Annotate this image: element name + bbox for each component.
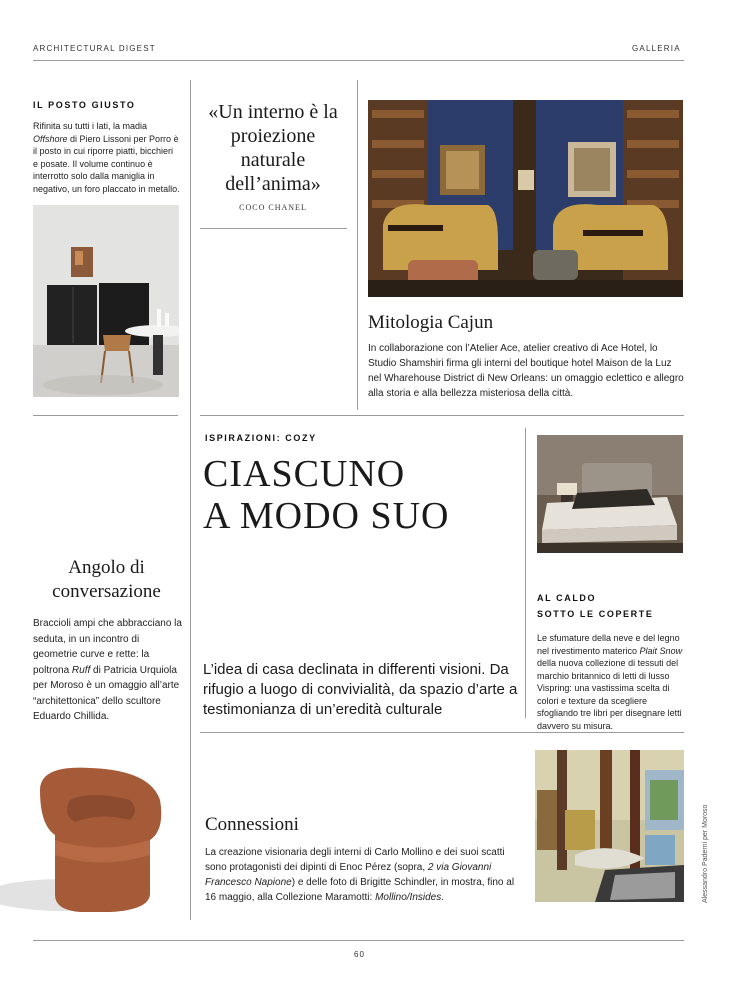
column-rule-left (190, 80, 191, 920)
footer-rule (33, 940, 684, 941)
feature-lead: L’idea di casa declinata in differenti visioni. Da rifugio a luogo di convivialità, da spazio d’arte a testimonianza di un’eredità culturale (203, 661, 518, 718)
caldo-kicker-line1: AL CALDO (537, 593, 597, 603)
rule-lower (200, 732, 684, 733)
painting-photo (535, 750, 684, 902)
page-number: 60 (354, 950, 365, 959)
angolo-title (33, 556, 180, 604)
armchair-photo (0, 760, 180, 920)
connessioni-body: La creazione visionaria degli interni di Carlo Mollino e dei suoi scatti sono protagonisti dei dipinti di Enoc Pérez (sopra, 2 via Giovanni Francesco Napione) e delle foto di Brigitte Schindler, in mostra, fino al 16 maggio, alla Collezione Maramotti: Mollino/Insides. (205, 847, 515, 903)
angolo-title-line1: Angolo di (68, 557, 145, 578)
caldo-kicker (537, 590, 653, 622)
feature-kicker: ISPIRAZIONI: COZY (205, 433, 317, 443)
quote-author: COCO CHANEL (239, 203, 307, 212)
rule-left-mid (33, 415, 178, 416)
caldo-body: Le sfumature della neve e del legno nel rivestimento materico Plait Snow della nuova collezione di tessuti del marchio britannico di letti di lusso Vispring: una vastissima scelta di colori e texture da scegliere sfogliando tre libri per disegnare letti davvero su misura. (537, 633, 683, 731)
bed-photo (537, 435, 683, 553)
running-head-right: GALLERIA (632, 44, 681, 53)
header-rule (33, 60, 684, 61)
caldo-kicker-line2: SOTTO LE COPERTE (537, 609, 654, 619)
angolo-title-line2: conversazione (52, 581, 161, 602)
posto-giusto-body: Rifinita su tutti i lati, la madia Offshore di Piero Lissoni per Porro è il posto in cui riporre piatti, bicchieri e posate. Il volume continuo è interrotto solo dalla maniglia in negativo, un foro placcato in metallo. (33, 121, 180, 194)
feature-title-line1: CIASCUNO (203, 453, 406, 495)
sideboard-photo (33, 205, 179, 397)
quote-text: «Un interno è la proiezione naturale dell’anima» (208, 101, 338, 195)
column-rule-right (525, 428, 526, 718)
photo-credit: Alessandro Paderni per Moroso (702, 804, 709, 903)
connessioni-title: Connessioni (205, 814, 299, 835)
hotel-interior-photo (368, 100, 683, 297)
feature-title-line2: A MODO SUO (203, 495, 450, 537)
posto-giusto-kicker: IL POSTO GIUSTO (33, 100, 136, 110)
mitologia-title: Mitologia Cajun (368, 312, 494, 333)
angolo-body: Braccioli ampi che abbracciano la seduta, in un incontro di geometrie curve e rette: la poltrona Ruff di Patricia Urquiola per Moroso è un omaggio all’arte “architettonica” dello scultore Eduardo Chillida. (33, 618, 182, 722)
column-rule-center (357, 80, 358, 410)
mitologia-body: In collaborazione con l’Atelier Ace, atelier creativo di Ace Hotel, lo Studio Shamshiri firma gli interni del boutique hotel Maison de la Luz nel Wharehouse District di New Orleans: un omaggio eclettico e allegro alla storia e alla bellezza misteriosa della città. (368, 343, 684, 399)
rule-quote (200, 228, 347, 229)
running-head-left: ARCHITECTURAL DIGEST (33, 44, 156, 53)
rule-mid (200, 415, 684, 416)
